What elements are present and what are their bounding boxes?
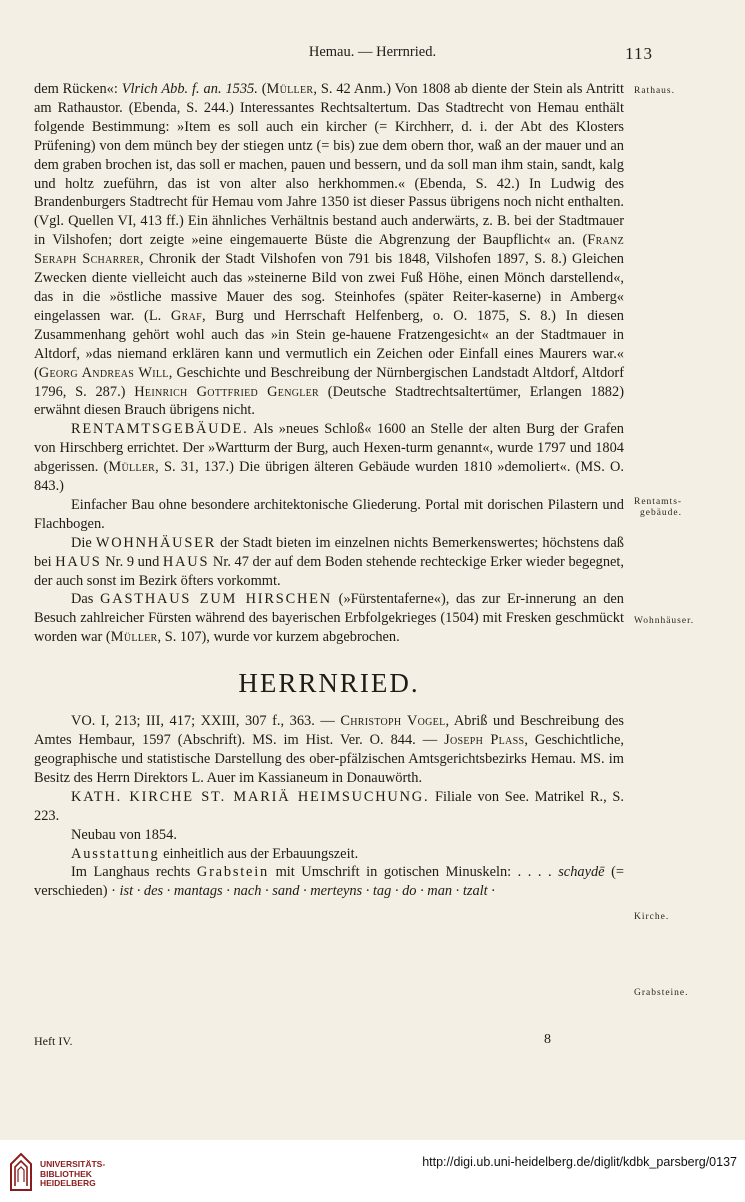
text-run: der Stadt bieten im einzelnen nichts Bemerkenswertes; höchstens daß bei	[34, 534, 624, 570]
sheet-signature: Heft IV.	[34, 1034, 73, 1048]
text-run: , S. 31, 137.) Die übrigen älteren Gebäude wurden 1810 »demoliert«. (MS. O. 843.)	[34, 459, 625, 495]
library-name	[40, 1160, 105, 1189]
text-run: mit Umschrift in gotischen Minuskeln: . . . .	[269, 864, 559, 881]
text-run: , Abriß und Beschreibung des Amtes Hembaur, 1597 (Abschrift). MS. im Hist. Ver. O. 844. —	[34, 713, 624, 749]
inscription-text: ist · des · mantags · nach · sand · merteyns · tag · do · man · tzalt ·	[119, 883, 495, 900]
margin-note-rentamts: Rentamts-	[634, 497, 683, 507]
paragraph-neubau: Neubau von 1854.	[71, 826, 177, 843]
page-number: 113	[625, 44, 653, 63]
inscription-text: Vlrich Abb. f. an. 1535.	[121, 81, 258, 97]
library-name-line: UNIVERSITÄTS-	[40, 1159, 106, 1169]
author-name: Müller	[266, 81, 314, 97]
viewer-footer-bar	[0, 1140, 745, 1202]
section-keyword: HAUS	[162, 553, 210, 570]
author-name: Joseph Plass	[444, 732, 525, 749]
paragraph-kirche	[34, 788, 624, 826]
section-keyword: RENTAMTSGEBÄUDE.	[71, 421, 249, 438]
author-name: Heinrich Gottfried Gengler	[134, 383, 320, 400]
text-run: , S. 42 Anm.) Von 1808 ab diente der Stein als Antritt am Rathaustor. (Ebenda, S. 244.) Interessantes Rechtsaltertum. Das Stadtrecht von Hemau enthält folgende Bestimmung: »Item es soll auch ein kircher (= Kirchherr, d. i. der Abt des Klosters Prüfening) von dem münch bey der stiegen untz (= bis) zue dem obern thor, waß an der mauer und an dem graben brochen ist, das soll er machen, pauen und bessern, und da soll man ihm stain, sandt, kalg und holtz zueführn, das ist von alter also herkhommen.« (Ebenda, S. 42.) In Ludwig des Brandenburgers Stadtrecht für Hemau vom Jahre 1350 ist dieser Passus übrigens noch nicht enthalten. (Vgl. Quellen VI, 413 ff.) Ein ähnliches Verhältnis bestand auch anderwärts, z. B. bei der Stadtmauer in Vilshofen; dort zeigte »eine eingemauerte Büste die Abgrenzung der Baupflicht« an. (	[34, 81, 624, 249]
main-text	[34, 80, 624, 901]
text-run: (Deutsche Stadtrechtsaltertümer, Erlangen 1882) erwähnt diesen Brauch übrigens nicht.	[34, 383, 624, 419]
text-run: Im Langhaus rechts	[71, 864, 197, 881]
paragraph-rathaus	[34, 80, 624, 420]
paragraph-ausstattung	[34, 845, 624, 864]
text-run: (= verschieden) ·	[34, 864, 625, 900]
margin-note-rathaus: Rathaus.	[634, 86, 675, 96]
author-name: Müller	[110, 629, 158, 646]
library-name-line: HEIDELBERG	[40, 1178, 96, 1188]
text-run: , Chronik der Stadt Vilshofen von 791 bis 1848, Vilshofen 1897, S. 8.) Gleichen Zwecken diente vielleicht auch das »steinerne Bild von zwei Fuß Höhe, einen Mönch darstellend«, das in die »östliche massive Mauer des sog. Steinhofes (später Reiter-kaserne) in Amberg« eingelassen war. (L.	[34, 251, 625, 324]
section-keyword: WOHNHÄUSER	[95, 534, 217, 551]
section-keyword: KATH. KIRCHE ST. MARIÄ HEIMSUCHUNG.	[71, 788, 430, 805]
author-name: Georg Andreas Will	[38, 364, 169, 381]
text-run: Als »neues Schloß« 1600 an Stelle der alten Burg der Grafen von Hirschberg errichtet. Der »Wartturm der Burg, auch Hexen-turm genannt«, wurde 1797 und 1804 abgerissen. (	[34, 421, 624, 476]
text-run: Die	[71, 534, 96, 551]
author-name: Christoph Vogel	[340, 713, 446, 730]
margin-note-gebaeude: gebäude.	[640, 508, 683, 518]
sheet-number: 8	[544, 1032, 551, 1047]
margin-note-grabsteine: Grabsteine.	[634, 988, 689, 998]
running-header	[0, 44, 745, 66]
section-keyword: HAUS	[55, 553, 102, 570]
margin-note-wohnhaeuser: Wohnhäuser.	[634, 616, 695, 626]
text-run: Das	[71, 591, 101, 608]
section-keyword: GASTHAUS ZUM HIRSCHEN	[100, 591, 332, 608]
paragraph-rentamtsgebaeude	[34, 420, 624, 496]
section-heading: HERRNRIED.	[238, 668, 420, 699]
running-title: Hemau. — Herrnried.	[308, 44, 437, 60]
margin-note-kirche: Kirche.	[634, 912, 670, 922]
text-run: Filiale von See. Matrikel R., S. 223.	[34, 788, 625, 824]
library-logo-icon	[8, 1150, 34, 1194]
paragraph-grabstein	[34, 863, 624, 901]
paragraph-bau: Einfacher Bau ohne besondere architektonische Gliederung. Portal mit dorischen Pilastern und Flachbogen.	[34, 496, 624, 532]
author-name: Franz Seraph Scharrer	[34, 232, 624, 268]
paragraph-gasthaus	[34, 590, 624, 647]
author-name: Müller	[108, 459, 156, 476]
author-name: Graf	[170, 307, 202, 324]
text-run: Nr. 47 der auf dem Boden stehende rechteckige Erker wieder begegnet, der auch sonst im Bezirk öfters vorkommt.	[34, 553, 624, 589]
text-run: VO. I, 213; III, 417; XXIII, 307 f., 363. —	[71, 713, 341, 730]
text-run: dem Rücken«:	[34, 81, 122, 97]
inscription-text: schaydē	[558, 864, 605, 881]
text-run: einheitlich aus der Erbauungszeit.	[159, 845, 359, 862]
text-run: Nr. 9 und	[101, 553, 163, 570]
text-run: (	[257, 81, 267, 97]
section-keyword: Grabstein	[196, 864, 270, 881]
text-run: , S. 107), wurde vor kurzem abgebrochen.	[157, 629, 400, 646]
library-name-line: BIBLIOTHEK	[40, 1168, 92, 1179]
permalink-url[interactable]: http://digi.ub.uni-heidelberg.de/diglit/kdbk_parsberg/0137	[422, 1155, 737, 1169]
section-keyword: Ausstattung	[71, 845, 160, 862]
paragraph-literature	[34, 712, 624, 788]
text-run: , Geschichte und Beschreibung der Nürnbergischen Landstadt Altdorf, Altdorf 1796, S. 287.)	[34, 364, 625, 400]
text-run: (»Fürstentaferne«), das zur Er-innerung an den Besuch zahlreicher Fürsten während des bayerischen Erbfolgekrieges (1504) mit Fresken geschmückt worden war (	[34, 591, 624, 646]
paragraph-wohnhaeuser	[34, 534, 624, 591]
text-run: , Geschichtliche, geographische und statistische Darstellung des ober-pfälzischen Amtsgerichtsbezirks Hemau. MS. im Besitz des Herrn Direktors L. Auer im Kassianeum in Donauwörth.	[34, 732, 624, 786]
text-run: , Burg und Herrschaft Helfenberg, o. O. 1875, S. 8.) In diesen Zusammenhang gehört wohl auch das »in Stein ge-hauene Fratzengesicht« an der Stadtmauer in Altdorf, »das niemand erklären kann und vermutlich ein Zeichen oder Einfall eines Maurers war.« (	[34, 307, 624, 381]
